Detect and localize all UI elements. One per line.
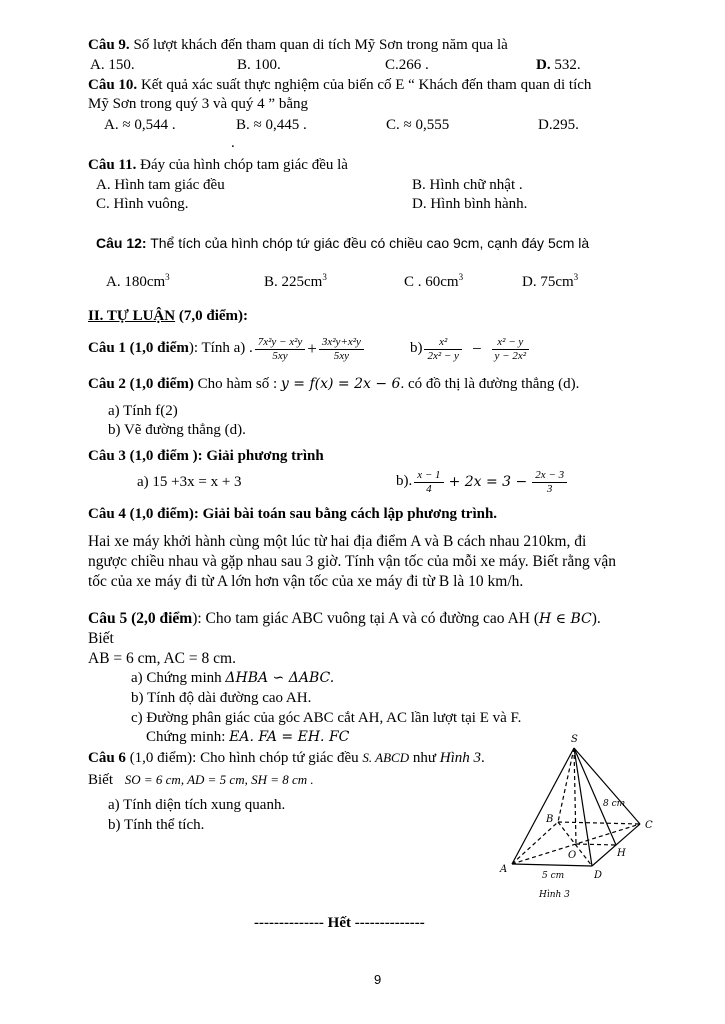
q12-text: Thể tích của hình chóp tứ giác đều có chiều cao 9cm, cạnh đáy 5cm là — [150, 235, 590, 251]
p6-text2: như — [409, 750, 440, 766]
label-O: O — [568, 850, 577, 861]
q12-option-a-text: A. 180cm — [106, 274, 166, 290]
label-B: B — [546, 814, 554, 825]
p5-part-a-eq: ΔHBA ∽ ΔABC. — [225, 670, 335, 686]
p5-given: AB = 6 cm, AC = 8 cm. — [88, 650, 236, 667]
q12-option-b — [264, 272, 327, 293]
p2-part-b: b) Vẽ đường thẳng (d). — [108, 422, 246, 438]
p5-text: ): Cho tam giác ABC vuông tại A và có đường cao AH ( — [192, 610, 539, 627]
q10-option-a: A. ≈ 0,544 . — [104, 117, 176, 133]
q11-label: Câu 11. — [88, 157, 137, 173]
section-points: (7,0 điểm): — [175, 308, 249, 324]
edge-BC — [558, 822, 640, 824]
q9-option-a: A. 150. — [90, 57, 135, 73]
p1-frac2-num: 3x²y+x²y — [319, 336, 364, 350]
edge-AB — [512, 822, 558, 864]
p6-given: SO = 6 cm, AD = 5 cm, SH = 8 cm . — [124, 772, 314, 787]
p5-part-c-eq: EA. FA = EH. FC — [229, 729, 350, 745]
q12-option-d — [522, 272, 578, 293]
section-title: II. TỰ LUẬN — [88, 308, 176, 324]
q11-option-a: A. Hình tam giác đều — [96, 177, 225, 193]
p2-text1: Cho hàm số : — [193, 376, 281, 392]
q12-option-b-exp: 3 — [322, 272, 327, 282]
p3-frac2-den: 3 — [546, 482, 553, 495]
q11-option-c: C. Hình vuông. — [96, 196, 189, 212]
p3-label: Câu 3 (1,0 điểm ): — [88, 448, 203, 464]
p1-frac4 — [492, 336, 530, 362]
p4-body-line2: ngược chiều nhau và gặp nhau sau 3 giờ. Tính vận tốc của mỗi xe máy. Biết rằng vận — [88, 553, 616, 570]
segment-OH — [576, 844, 616, 845]
q10-text1: Kết quả xác suất thực nghiệm của biến cố E “ Khách đến tham quan di tích — [140, 77, 592, 93]
figure-caption: Hình 3 — [539, 890, 570, 900]
p1-minus: − — [471, 338, 482, 358]
p6-part-b: b) Tính thể tích. — [108, 817, 205, 833]
p1-frac1-den: 5xy — [272, 349, 288, 362]
p1-text: ): Tính a) . — [188, 340, 253, 357]
p5-given-word: Biết — [88, 630, 114, 647]
label-H: H — [617, 848, 626, 859]
label-A: A — [500, 864, 508, 875]
p1-frac3 — [424, 336, 462, 362]
p5-label: Câu 5 (2,0 điểm — [88, 610, 193, 627]
p6-line — [88, 749, 485, 769]
q12-option-c-exp: 3 — [458, 272, 464, 282]
p2-part-a: a) Tính f(2) — [108, 403, 178, 419]
p6-part-a: a) Tính diện tích xung quanh. — [108, 797, 286, 813]
label-ad-length: 5 cm — [542, 871, 565, 881]
p6-text: Cho hình chóp tứ giác đều — [196, 750, 363, 766]
p4-line — [88, 505, 497, 525]
p1-frac1-num: 7x²y − x²y — [255, 336, 306, 350]
pyramid-figure — [490, 730, 670, 908]
q10-line1 — [88, 76, 591, 96]
p1-frac3-num: x² — [424, 336, 462, 350]
p6-solid-name: S. ABCD — [362, 750, 410, 765]
p3-part-a: a) 15 +3x = x + 3 — [137, 474, 242, 490]
q12-option-c — [404, 272, 463, 293]
p3-middle: + 2x = 3 − — [448, 473, 528, 490]
p1-part-b: b) — [409, 340, 423, 357]
q11-text: Đáy của hình chóp tam giác đều là — [140, 157, 348, 173]
q10-option-b: B. ≈ 0,445 . — [236, 117, 307, 133]
p3-frac1 — [414, 469, 443, 495]
p6-given-word: Biết — [88, 772, 113, 788]
p1-frac4-num: x² − y — [492, 336, 530, 350]
p1-frac4-den: y − 2x² — [494, 349, 527, 362]
p2-text2: . có đồ thị là đường thẳng (d). — [400, 376, 580, 392]
q9-option-d-value: 532. — [550, 57, 581, 73]
p4-body-line3: tốc của xe máy đi từ A lớn hơn vận tốc của xe máy đi từ B là 10 km/h. — [88, 573, 524, 590]
q12-option-a-exp: 3 — [165, 272, 170, 282]
p3-line — [88, 447, 324, 467]
label-sh-length: 8 cm — [603, 799, 626, 809]
end-marker: -------------- Hết -------------- — [254, 915, 425, 931]
p3-frac1-num: x − 1 — [414, 469, 443, 483]
p6-given-line — [88, 771, 314, 791]
q9-label: Câu 9. — [88, 37, 130, 53]
p5-part-c-prove — [146, 728, 349, 748]
q11-line — [88, 156, 348, 176]
q10-text2: Mỹ Sơn trong quý 3 và quý 4 ” bằng — [88, 96, 308, 112]
p2-line — [88, 375, 579, 395]
p6-figure-ref: Hình 3 — [439, 750, 481, 766]
p4-label: Câu 4 (1,0 điểm — [88, 506, 189, 522]
edge-SA — [512, 748, 577, 864]
p5-end: ). — [591, 610, 601, 627]
edge-SB — [558, 748, 574, 822]
p4-title: ): Giải bài toán sau bằng cách lập phương trình. — [188, 506, 498, 522]
p5-part-a — [131, 669, 334, 689]
p1-plus: + — [307, 338, 317, 358]
p6-end: . — [480, 750, 485, 766]
q9-option-c: C.266 . — [385, 57, 429, 73]
q10-label: Câu 10. — [88, 77, 138, 93]
q9-option-d-label: D. — [536, 57, 551, 73]
p5-part-a-text: a) Chứng minh — [131, 670, 226, 686]
p1-frac2-den: 5xy — [333, 349, 350, 362]
p5-part-c: c) Đường phân giác của góc ABC cắt AH, AC lần lượt tại E và F. — [131, 710, 522, 726]
p3-frac2-num: 2x − 3 — [532, 469, 567, 483]
stray-dot: . — [231, 135, 235, 151]
p6-points: (1,0 điểm): — [125, 750, 197, 766]
q10-option-d: D.295. — [538, 117, 579, 133]
p1-line — [88, 332, 531, 366]
q12-option-d-exp: 3 — [573, 272, 579, 282]
p3-part-b — [396, 466, 569, 498]
q9-text: Số lượt khách đến tham quan di tích Mỹ Sơn trong năm qua là — [133, 37, 508, 53]
p3-frac1-den: 4 — [426, 482, 432, 495]
p5-part-c-prove-text: Chứng minh: — [146, 729, 230, 745]
p5-line — [88, 609, 601, 629]
p1-frac3-den: 2x² − y — [427, 349, 459, 362]
label-D: D — [594, 870, 603, 881]
p3-frac2 — [532, 469, 567, 495]
section-heading — [88, 307, 248, 327]
p1-frac2 — [319, 336, 364, 362]
q12-option-b-text: B. 225cm — [264, 274, 323, 290]
p1-label: Câu 1 (1,0 điểm — [88, 340, 189, 357]
q9-line — [88, 36, 508, 56]
p3-title: Giải phương trình — [202, 448, 324, 464]
label-S: S — [571, 734, 578, 745]
q9-option-d — [536, 56, 581, 76]
p5-part-b: b) Tính độ dài đường cao AH. — [131, 690, 312, 706]
q10-option-c: C. ≈ 0,555 — [386, 117, 450, 133]
p5-condition: H ∈ BC — [539, 611, 592, 627]
q12-option-d-text: D. 75cm — [522, 274, 574, 290]
p6-label: Câu 6 — [88, 750, 126, 766]
q12-option-c-text: C . 60cm — [404, 274, 459, 290]
page-number: 9 — [374, 972, 382, 987]
p1-frac1 — [255, 336, 306, 362]
q12-label: Câu 12: — [96, 235, 147, 251]
p2-equation: y = f(x) = 2x − 6 — [280, 376, 401, 392]
q11-option-b: B. Hình chữ nhật . — [412, 177, 523, 193]
q12-option-a — [106, 272, 170, 293]
edge-AD — [512, 864, 592, 866]
label-C: C — [645, 820, 653, 831]
q11-option-d: D. Hình bình hành. — [412, 196, 528, 212]
p4-body-line1: Hai xe máy khởi hành cùng một lúc từ hai địa điểm A và B cách nhau 210km, đi — [88, 533, 587, 550]
q12-line — [96, 234, 589, 252]
q9-option-b: B. 100. — [237, 57, 281, 73]
p2-label: Câu 2 (1,0 điểm) — [88, 376, 194, 392]
slant-SH — [574, 748, 616, 845]
p3-part-b-label: b). — [396, 473, 413, 490]
